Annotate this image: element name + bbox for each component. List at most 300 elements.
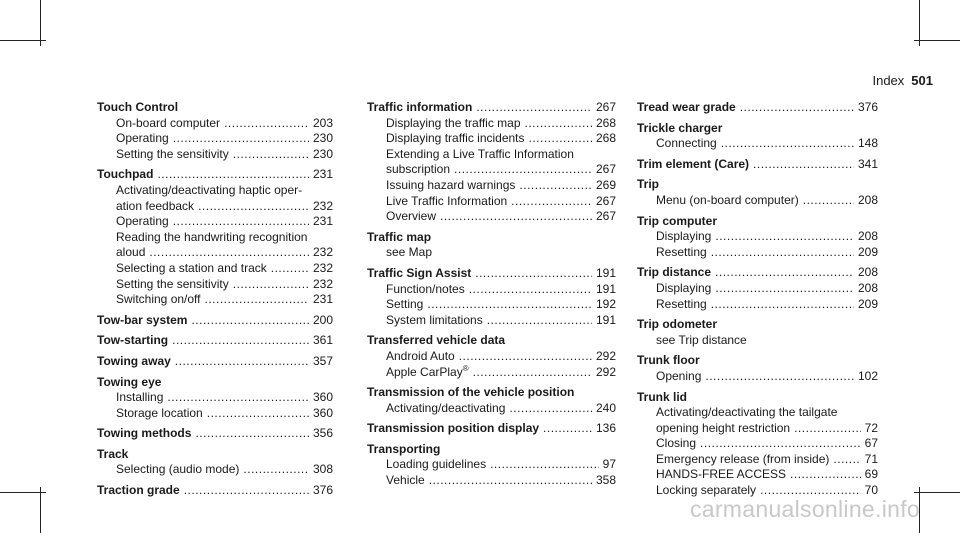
- index-subentry[interactable]: [637, 369, 878, 385]
- index-entry: [97, 100, 333, 162]
- index-entry: [637, 317, 878, 348]
- index-subentry[interactable]: [97, 462, 333, 478]
- subentry-text: [116, 390, 163, 406]
- page-reference[interactable]: 376: [857, 100, 878, 114]
- index-heading: [367, 442, 616, 458]
- page-reference[interactable]: 200: [312, 312, 333, 327]
- page-reference[interactable]: 209: [857, 244, 878, 259]
- crop-mark: [914, 492, 960, 493]
- subentry-text: [386, 194, 507, 210]
- page-reference[interactable]: 67: [864, 436, 878, 451]
- heading-text: Towing methods: [97, 426, 192, 441]
- page-reference[interactable]: 208: [857, 280, 878, 295]
- index-entry: [637, 157, 878, 173]
- index-subentry[interactable]: [637, 229, 878, 245]
- dot-leader: [700, 436, 861, 452]
- index-subentry[interactable]: [97, 390, 333, 406]
- subentry-text: [386, 297, 423, 313]
- heading-text: Trip computer: [637, 213, 718, 228]
- index-heading[interactable]: [367, 266, 616, 282]
- index-subentry[interactable]: [367, 457, 616, 473]
- index-entry: [97, 426, 333, 442]
- heading-text: Transmission position display: [367, 421, 540, 436]
- index-subentry[interactable]: [367, 131, 616, 147]
- crop-mark: [914, 40, 960, 41]
- index-heading: [637, 214, 878, 230]
- page-reference[interactable]: 240: [595, 400, 616, 415]
- index-subentry[interactable]: [367, 401, 616, 417]
- subentry-text: [116, 277, 229, 293]
- dot-leader: [191, 313, 309, 329]
- index-subentry[interactable]: [367, 473, 616, 489]
- index-subentry: see Trip distance: [656, 332, 747, 347]
- dot-leader: [487, 313, 592, 329]
- page-reference[interactable]: 231: [312, 167, 333, 182]
- subentry-text: [386, 313, 483, 329]
- dot-leader: [243, 462, 309, 478]
- dot-leader: [157, 167, 309, 183]
- subentry-label: Operating: [116, 131, 169, 146]
- heading-text: Trunk floor: [637, 353, 700, 368]
- index-entry: [367, 333, 616, 380]
- index-subentry: Activating/deactivating haptic oper-: [116, 182, 303, 197]
- subentry-label: Loading guidelines: [386, 457, 487, 472]
- page-reference[interactable]: 208: [857, 265, 878, 280]
- index-heading: [97, 375, 333, 391]
- subentry-label: Overview: [386, 209, 437, 224]
- dot-leader: [715, 281, 854, 297]
- subentry-label: Setting the sensitivity: [116, 146, 229, 161]
- page-reference[interactable]: 232: [312, 260, 333, 275]
- subentry-text: [656, 452, 829, 468]
- heading-text: Tread wear grade: [637, 100, 736, 114]
- page-header: [872, 73, 933, 88]
- subentry-text: [386, 116, 521, 132]
- index-subentry[interactable]: [367, 365, 616, 381]
- index-subentry[interactable]: [637, 245, 878, 261]
- index-subentry: see Map: [386, 245, 433, 260]
- subentry-text: [386, 473, 425, 489]
- page-reference[interactable]: 231: [312, 292, 333, 307]
- index-entry: [97, 333, 333, 349]
- index-entry: [367, 230, 616, 261]
- dot-leader: [511, 194, 592, 210]
- page-reference[interactable]: 191: [595, 312, 616, 327]
- heading-text: Touchpad: [97, 167, 154, 182]
- subentry-label: System limitations: [386, 312, 483, 327]
- heading-text: Trim element (Care): [637, 156, 750, 171]
- dot-leader: [705, 369, 854, 385]
- subentry-text: [116, 131, 169, 147]
- subentry-text: [656, 136, 717, 152]
- page-reference[interactable]: 308: [312, 462, 333, 477]
- page-reference[interactable]: 341: [857, 156, 878, 171]
- subentry-label: Displaying the traffic map: [386, 115, 521, 130]
- subentry-text: [116, 406, 203, 422]
- page-reference[interactable]: 71: [864, 451, 878, 466]
- page-reference[interactable]: 267: [595, 100, 616, 114]
- index-subentry[interactable]: [97, 245, 333, 261]
- page-reference[interactable]: 360: [312, 390, 333, 405]
- subentry-label: Displaying: [656, 229, 712, 244]
- page-reference[interactable]: 232: [312, 245, 333, 260]
- dot-leader: [454, 162, 592, 178]
- page-reference[interactable]: 268: [595, 115, 616, 130]
- dot-leader: [475, 266, 592, 282]
- subentry-text: [656, 369, 701, 385]
- page-reference[interactable]: 361: [312, 333, 333, 348]
- subentry-text: [386, 457, 486, 473]
- subentry-label: Displaying traffic incidents: [386, 131, 525, 146]
- dot-leader: [543, 421, 592, 437]
- heading-text: Traffic Sign Assist: [367, 265, 472, 280]
- index-entry: [637, 214, 878, 261]
- page-reference[interactable]: 267: [595, 162, 616, 177]
- index-subentry[interactable]: [97, 199, 333, 215]
- subentry-label: Vehicle: [386, 473, 425, 488]
- index-subentry[interactable]: [367, 282, 616, 298]
- page-reference[interactable]: 191: [595, 281, 616, 296]
- index-heading: [367, 230, 616, 246]
- dot-leader: [429, 473, 592, 489]
- heading-text: Traffic information: [367, 100, 473, 114]
- subentry-label: Setting: [386, 297, 424, 312]
- dot-leader: [476, 100, 592, 116]
- index-subentry[interactable]: [367, 297, 616, 313]
- index-subentry: Reading the handwriting recognition: [116, 229, 308, 244]
- heading-text: Transmission of the vehicle position: [367, 385, 575, 400]
- index-heading: [637, 390, 878, 406]
- index-subentry[interactable]: [637, 281, 878, 297]
- index-subentry[interactable]: [637, 452, 878, 468]
- dot-leader: [233, 277, 309, 293]
- dot-leader: [207, 406, 309, 422]
- dot-leader: [721, 136, 854, 152]
- subentry-label: opening height restriction: [656, 420, 791, 435]
- index-subentry[interactable]: [367, 349, 616, 365]
- page-number: 501: [911, 73, 933, 88]
- page-reference[interactable]: 376: [312, 483, 333, 498]
- dot-leader: [459, 349, 592, 365]
- subentry-label: Operating: [116, 214, 169, 229]
- dot-leader: [715, 265, 854, 281]
- index-subentry: Activating/deactivating the tailgate: [656, 405, 838, 420]
- index-entry: [637, 265, 878, 312]
- crop-mark: [0, 492, 46, 493]
- page-reference[interactable]: 358: [595, 473, 616, 488]
- dot-leader: [794, 421, 861, 437]
- dot-leader: [198, 199, 309, 215]
- subentry-label: Android Auto: [386, 348, 455, 363]
- subentry-text: [386, 282, 465, 298]
- heading-text: Trunk lid: [637, 389, 688, 404]
- heading-text: Transporting: [367, 441, 441, 456]
- dot-leader: [473, 365, 592, 381]
- page-reference[interactable]: 148: [857, 136, 878, 151]
- dot-leader: [803, 193, 854, 209]
- page-reference[interactable]: 268: [595, 131, 616, 146]
- index-entry: [367, 421, 616, 437]
- index-heading[interactable]: [367, 421, 616, 437]
- subentry-text: [386, 178, 515, 194]
- page-reference[interactable]: 231: [312, 214, 333, 229]
- index-entry: [97, 447, 333, 478]
- subentry-text: [656, 421, 790, 437]
- subentry-label: Resetting: [656, 296, 707, 311]
- subentry-text: [386, 209, 436, 225]
- subentry-text: [116, 214, 169, 230]
- subentry-label: Menu (on-board computer): [656, 192, 799, 207]
- index-subentry[interactable]: [367, 162, 616, 178]
- index-subentry[interactable]: [367, 178, 616, 194]
- index-entry: [637, 177, 878, 208]
- index-subentry[interactable]: [367, 313, 616, 329]
- subentry-label: Locking separately: [656, 483, 757, 498]
- page-reference[interactable]: 356: [312, 426, 333, 441]
- dot-leader: [490, 457, 599, 473]
- heading-text: Traction grade: [97, 483, 180, 498]
- page-reference[interactable]: 360: [312, 405, 333, 420]
- index-heading: [637, 177, 878, 193]
- page-reference[interactable]: 97: [602, 457, 616, 472]
- index-heading: [637, 317, 878, 333]
- subentry-text: [386, 401, 505, 417]
- index-entry: [97, 354, 333, 370]
- index-subentry[interactable]: [97, 277, 333, 293]
- heading-text: Trip odometer: [637, 317, 718, 332]
- subentry-label: Storage location: [116, 405, 203, 420]
- index-entry: [367, 385, 616, 416]
- index-column-2: [367, 100, 616, 494]
- registered-mark: ®: [462, 363, 469, 373]
- index-heading: [367, 333, 616, 349]
- subentry-label: Displaying: [656, 280, 712, 295]
- dot-leader: [525, 116, 592, 132]
- subentry-text: [116, 462, 239, 478]
- index-subentry[interactable]: [367, 209, 616, 225]
- subentry-text: [386, 349, 455, 365]
- heading-text: Towing away: [97, 353, 171, 368]
- subentry-label: On-board computer: [116, 115, 221, 130]
- heading-text: Transferred vehicle data: [367, 333, 506, 348]
- index-heading[interactable]: [97, 483, 333, 499]
- dot-leader: [833, 452, 860, 468]
- subentry-label: Setting the sensitivity: [116, 276, 229, 291]
- dot-leader: [195, 426, 309, 442]
- page-reference[interactable]: 269: [595, 177, 616, 192]
- heading-text: Traffic map: [367, 229, 432, 244]
- page-reference[interactable]: 102: [857, 368, 878, 383]
- subentry-text: [116, 292, 201, 308]
- index-subentry[interactable]: [637, 136, 878, 152]
- subentry-label: Selecting a station and track: [116, 260, 267, 275]
- dot-leader: [149, 245, 309, 261]
- subentry-text: [116, 147, 229, 163]
- subentry-text: [656, 245, 707, 261]
- dot-leader: [711, 297, 854, 313]
- subentry-label: Resetting: [656, 244, 707, 259]
- index-entry: [97, 483, 333, 499]
- page-reference[interactable]: 208: [857, 192, 878, 207]
- index-heading[interactable]: [637, 100, 878, 116]
- page-reference[interactable]: 208: [857, 229, 878, 244]
- subentry-label: Issuing hazard warnings: [386, 177, 516, 192]
- index-subentry: Extending a Live Traffic Information: [386, 146, 574, 161]
- subentry-label: Emergency release (from inside): [656, 451, 830, 466]
- page-reference[interactable]: 267: [595, 193, 616, 208]
- index-subentry[interactable]: [367, 194, 616, 210]
- dot-leader: [440, 209, 592, 225]
- index-entry: [637, 390, 878, 499]
- page-reference[interactable]: 267: [595, 209, 616, 224]
- page-reference[interactable]: 292: [595, 348, 616, 363]
- subentry-text: [656, 467, 786, 483]
- dot-leader: [172, 333, 309, 349]
- dot-leader: [173, 214, 309, 230]
- index-heading: [637, 353, 878, 369]
- index-column-1: [97, 100, 333, 504]
- index-entry: [367, 100, 616, 225]
- index-subentry[interactable]: [97, 116, 333, 132]
- subentry-label: Live Traffic Information: [386, 193, 508, 208]
- subentry-text: [656, 297, 707, 313]
- page-reference[interactable]: 232: [312, 198, 333, 213]
- subentry-label: Switching on/off: [116, 292, 201, 307]
- index-entry: [97, 375, 333, 422]
- subentry-label: ation feedback: [116, 198, 195, 213]
- index-subentry[interactable]: [637, 297, 878, 313]
- subentry-text: [386, 131, 525, 147]
- index-heading[interactable]: [367, 100, 616, 116]
- index-subentry[interactable]: [97, 214, 333, 230]
- watermark: carmanualsonline.info: [689, 496, 920, 522]
- index-entry: [367, 266, 616, 328]
- page-reference[interactable]: 357: [312, 353, 333, 368]
- subentry-text: [386, 162, 450, 178]
- index-entry: [97, 167, 333, 307]
- dot-leader: [711, 245, 854, 261]
- crop-mark: [0, 40, 46, 41]
- index-subentry[interactable]: [637, 467, 878, 483]
- subentry-text: [116, 199, 194, 215]
- heading-text: Trip distance: [637, 265, 712, 280]
- index-subentry[interactable]: [637, 421, 878, 437]
- index-heading: [97, 100, 333, 116]
- dot-leader: [715, 229, 854, 245]
- page-reference[interactable]: 203: [312, 115, 333, 130]
- index-subentry[interactable]: [97, 131, 333, 147]
- dot-leader: [175, 354, 309, 370]
- index-heading[interactable]: [97, 313, 333, 329]
- index-entry: [367, 442, 616, 489]
- page-reference[interactable]: 292: [595, 364, 616, 379]
- subentry-text: [656, 193, 799, 209]
- subentry-label: Selecting (audio mode): [116, 462, 240, 477]
- page-reference[interactable]: 191: [595, 265, 616, 280]
- index-subentry[interactable]: [367, 116, 616, 132]
- index-heading[interactable]: [97, 167, 333, 183]
- index-subentry[interactable]: [637, 193, 878, 209]
- subentry-label: Activating/deactivating: [386, 400, 506, 415]
- heading-text: Tow-bar system: [97, 312, 188, 327]
- page-reference[interactable]: 230: [312, 131, 333, 146]
- dot-leader: [224, 116, 309, 132]
- subentry-label: HANDS-FREE ACCESS: [656, 467, 787, 482]
- subentry-text: [656, 281, 711, 297]
- heading-text: Tow-starting: [97, 333, 169, 348]
- index-subentry[interactable]: [97, 261, 333, 277]
- header-label: Index: [872, 73, 905, 88]
- subentry-label: Closing: [656, 436, 697, 451]
- page-reference[interactable]: 70: [864, 483, 878, 498]
- index-entry: [97, 313, 333, 329]
- index-subentry[interactable]: [97, 147, 333, 163]
- dot-leader: [469, 282, 592, 298]
- subentry-text: [116, 261, 267, 277]
- dot-leader: [173, 131, 309, 147]
- dot-leader: [184, 483, 309, 499]
- page-reference[interactable]: 209: [857, 296, 878, 311]
- index-heading[interactable]: [637, 157, 878, 173]
- subentry-label: Function/notes: [386, 281, 465, 296]
- heading-text: Track: [97, 446, 129, 461]
- index-entry: [637, 121, 878, 152]
- subentry-text: [386, 365, 469, 381]
- subentry-label: Installing: [116, 390, 164, 405]
- index-heading[interactable]: [97, 333, 333, 349]
- dot-leader: [519, 178, 592, 194]
- index-heading: [97, 447, 333, 463]
- index-subentry[interactable]: [97, 406, 333, 422]
- subentry-label: aloud: [116, 245, 146, 260]
- subentry-text: [656, 229, 711, 245]
- page-reference[interactable]: 69: [864, 467, 878, 482]
- page-reference[interactable]: 232: [312, 276, 333, 291]
- index-subentry[interactable]: [637, 436, 878, 452]
- index-heading: [637, 121, 878, 137]
- index-heading: [367, 385, 616, 401]
- index-entry: [637, 353, 878, 384]
- index-heading[interactable]: [637, 265, 878, 281]
- index-heading[interactable]: [97, 354, 333, 370]
- dot-leader: [271, 261, 309, 277]
- index-entry: [637, 100, 878, 116]
- subentry-text: [656, 436, 696, 452]
- heading-text: Touch Control: [97, 100, 179, 114]
- page-reference[interactable]: 192: [595, 297, 616, 312]
- subentry-label: Connecting: [656, 136, 717, 151]
- page-reference[interactable]: 230: [312, 146, 333, 161]
- subentry-label: Opening: [656, 368, 702, 383]
- dot-leader: [509, 401, 592, 417]
- index-subentry[interactable]: [97, 292, 333, 308]
- dot-leader: [205, 292, 309, 308]
- dot-leader: [753, 157, 854, 173]
- dot-leader: [233, 147, 309, 163]
- page-reference[interactable]: 136: [595, 421, 616, 436]
- page-reference[interactable]: 72: [864, 420, 878, 435]
- dot-leader: [427, 297, 592, 313]
- heading-text: Trip: [637, 177, 660, 192]
- dot-leader: [740, 100, 854, 116]
- heading-text: Trickle charger: [637, 120, 723, 135]
- subentry-text: [116, 116, 220, 132]
- crop-mark: [40, 487, 41, 533]
- heading-text: Towing eye: [97, 374, 162, 389]
- dot-leader: [790, 467, 861, 483]
- subentry-label: subscription: [386, 162, 451, 177]
- index-heading[interactable]: [97, 426, 333, 442]
